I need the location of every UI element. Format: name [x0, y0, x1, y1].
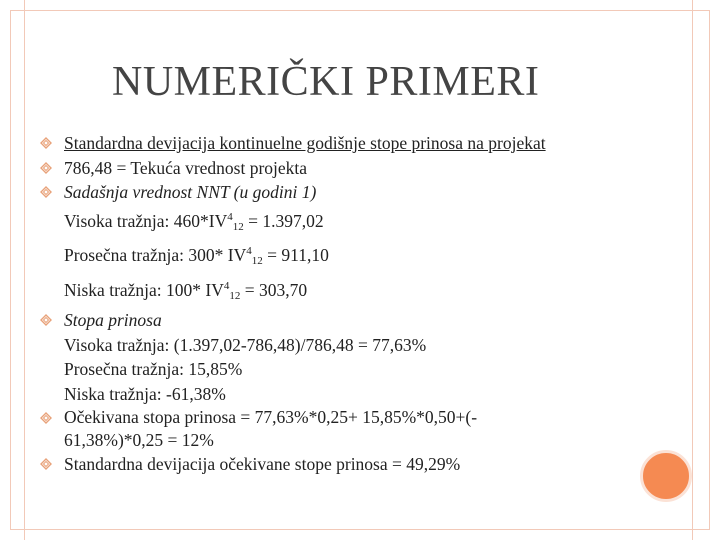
sub-item-prosecna-traznja [40, 239, 640, 274]
superscript: 4 [246, 245, 252, 257]
item-text-post: = 303,70 [240, 279, 308, 300]
item-text: 786,48 = Tekuća vrednost projekta [64, 157, 308, 178]
list-item-stopa-prinosa [40, 308, 640, 333]
content-list [40, 131, 640, 477]
list-item-std-dev-projekat [40, 131, 640, 156]
slide-title: NUMERIČKI PRIMERI [112, 59, 540, 105]
superscript: 4 [227, 210, 233, 223]
item-text: Visoka tražnja: (1.397,02-786,48)/786,48 = 77,63% [64, 334, 427, 355]
frame-left-line [24, 0, 25, 540]
superscript: 4 [223, 279, 230, 292]
bullet-icon [40, 137, 52, 149]
item-text: Prosečna tražnja: 15,85% [64, 359, 243, 379]
sub-item-niska-traznja-prinos [40, 382, 640, 407]
sub-item-prosecna-traznja-prinos [40, 357, 640, 382]
item-text-post: = 911,10 [262, 245, 329, 265]
sub-item-visoka-traznja [40, 205, 640, 240]
frame-right-line [692, 0, 693, 540]
item-text: Standardna devijacija kontinuelne godišnje stope prinosa na projekat [64, 133, 546, 153]
list-item-sadasnja-vrednost [40, 180, 640, 205]
item-text-pre: Visoka tražnja: 460*IV [64, 210, 228, 231]
item-text: Sadašnja vrednost NNT (u godini 1) [64, 182, 317, 202]
subscript: 12 [251, 255, 263, 267]
sub-item-niska-traznja [40, 274, 640, 309]
list-item-tekuca-vrednost [40, 156, 640, 181]
list-item-std-dev-ocekivane [40, 452, 640, 477]
bullet-icon [40, 314, 52, 326]
item-text: Stopa prinosa [64, 310, 162, 330]
list-item-ocekivana-stopa [40, 406, 640, 452]
item-text-pre: Niska tražnja: 100* IV [64, 279, 224, 300]
item-text: Standardna devijacija očekivane stope prinosa = 49,29% [64, 454, 461, 474]
bullet-icon [40, 412, 52, 424]
item-text-line1: Očekivana stopa prinosa = 77,63%*0,25+ 15,85%*0,50+(- [64, 407, 478, 427]
bullet-icon [40, 186, 52, 198]
decorative-circle [640, 450, 692, 502]
subscript: 12 [232, 220, 244, 233]
subscript: 12 [229, 289, 241, 302]
item-text-line2: 61,38%)*0,25 = 12% [64, 430, 214, 450]
sub-item-visoka-traznja-prinos [40, 333, 640, 358]
item-text-pre: Prosečna tražnja: 300* IV [64, 245, 247, 265]
item-text: Niska tražnja: -61,38% [64, 383, 226, 404]
bullet-icon [40, 162, 52, 174]
bullet-icon [40, 458, 52, 470]
item-text-post: = 1.397,02 [243, 210, 324, 231]
